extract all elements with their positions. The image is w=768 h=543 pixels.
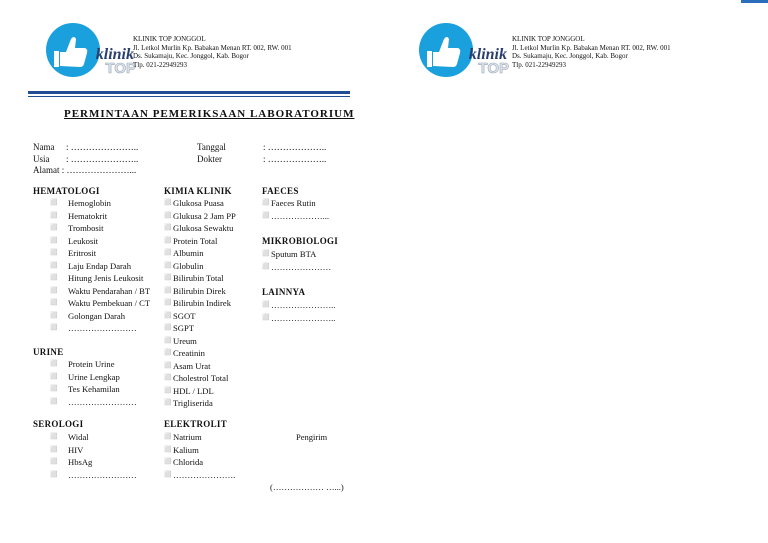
dokter-label: Dokter [197,153,222,164]
checklist-item-label: Kalium [173,444,199,455]
checkbox-icon[interactable]: ⬜ [50,434,58,440]
checkbox-icon[interactable]: ⬜ [164,471,172,478]
patient-fields [33,142,138,177]
page-corner-mark [741,0,768,3]
alamat-value: : …………………... [61,165,137,175]
checklist-item[interactable] [50,431,137,444]
checklist-item-label: Ureum [173,335,197,346]
checkbox-icon[interactable]: ⬜ [50,361,58,367]
checkbox-icon[interactable]: ⬜ [164,434,172,440]
logo-wordmark: klinik [468,46,507,63]
checklist-item-label: …………………… [68,469,137,480]
checklist-item[interactable] [50,235,150,248]
checklist-item-label: ………………….. [271,312,336,323]
svg-text:TOP: TOP [105,60,136,77]
checkbox-icon[interactable]: ⬜ [164,250,172,256]
checkbox-icon[interactable]: ⬜ [164,375,172,381]
checklist-item-label: Waktu Pembekuan / CT [68,298,151,308]
checkbox-icon[interactable]: ⬜ [262,212,270,219]
checklist-item[interactable] [50,322,150,335]
checklist-item[interactable] [50,358,137,371]
checklist-item[interactable] [50,210,150,223]
checkbox-icon[interactable]: ⬜ [50,287,58,294]
checklist-item[interactable] [164,360,236,373]
checklist-item[interactable] [164,235,236,248]
dokter-value: : ……………….. [263,153,327,164]
checkbox-icon[interactable]: ⬜ [50,300,58,306]
checklist-item-label: Glukusa 2 Jam PP [173,210,236,221]
checkbox-icon[interactable]: ⬜ [164,262,172,269]
checkbox-icon[interactable]: ⬜ [50,225,58,231]
checklist-item-label: Trigliserida [173,398,213,408]
checklist-item-label: …………………… [68,396,137,407]
checkbox-icon[interactable]: ⬜ [164,237,172,244]
checklist-item[interactable] [164,210,236,223]
checkbox-icon[interactable]: ⬜ [50,398,58,405]
checklist-item[interactable] [50,456,137,469]
checklist-item-label: ………………... [271,210,330,221]
checklist-item[interactable] [50,444,137,457]
checkbox-icon[interactable]: ⬜ [164,459,172,465]
checklist-item[interactable] [164,197,236,210]
checklist-item[interactable] [164,431,235,444]
checklist-item[interactable] [164,297,236,310]
checklist-item-label: Hemoglobin [68,198,111,208]
checklist-item[interactable] [164,372,236,385]
checklist-item[interactable] [50,310,150,323]
nama-label: Nama [33,142,55,152]
checklist-item[interactable] [164,456,235,469]
checklist-item-label: Trombosit [68,223,104,233]
checklist-item[interactable] [164,444,235,457]
checkbox-icon[interactable]: ⬜ [164,387,172,394]
clinic-address-line1: Jl. Letkol Murlin Kp. Babakan Menan RT. 002, RW. 001 [512,43,671,52]
checkbox-icon[interactable]: ⬜ [164,312,172,319]
serologi-list [50,431,137,481]
checklist-item[interactable] [50,383,137,396]
checkbox-icon[interactable]: ⬜ [262,263,270,270]
checkbox-icon[interactable]: ⬜ [50,312,58,319]
checklist-item-label: Tes Kehamilan [68,384,120,394]
checkbox-icon[interactable]: ⬜ [50,471,58,478]
checklist-item[interactable] [164,310,236,323]
checkbox-icon[interactable]: ⬜ [50,373,58,380]
checklist-item-label: Protein Total [173,235,218,246]
checklist-item-label: SGPT [173,323,195,333]
checkbox-icon[interactable]: ⬜ [164,275,172,281]
checklist-item-label: Urine Lengkap [68,371,120,382]
checklist-item-label: Globulin [173,260,204,271]
visit-fields [197,142,326,165]
clinic-info-left [133,35,292,69]
mikrobiologi-list [262,248,331,273]
faeces-title: FAECES [262,186,299,196]
kimia-klinik-list [164,197,236,410]
checklist-item[interactable] [50,197,150,210]
checkbox-icon[interactable]: ⬜ [50,275,58,281]
checklist-item-label: …………………. [173,469,236,480]
urine-title: URINE [33,347,64,357]
checklist-item[interactable] [262,299,335,312]
lainnya-list [262,299,335,324]
checklist-item-label: Chlorida [173,457,204,467]
checkbox-icon[interactable]: ⬜ [50,237,58,244]
clinic-address-line1: Jl. Letkol Murlin Kp. Babakan Menan RT. 002, RW. 001 [133,43,292,52]
checklist-item-label: Sputum BTA [271,249,317,259]
checklist-item[interactable] [50,297,150,310]
checkbox-icon[interactable]: ⬜ [262,251,270,257]
clinic-logo-left [40,22,136,82]
faeces-list [262,197,329,222]
checkbox-icon[interactable]: ⬜ [262,302,270,308]
checkbox-icon[interactable]: ⬜ [262,314,270,321]
clinic-phone: Tlp. 021-22949293 [512,60,567,69]
checklist-item-label: ………………….. [271,300,336,310]
checklist-item-label: Cholestrol Total [173,373,229,383]
header-rule-thick [28,91,350,94]
checkbox-icon[interactable]: ⬜ [164,337,172,344]
checkbox-icon[interactable]: ⬜ [50,262,58,269]
checkbox-icon[interactable]: ⬜ [164,362,172,369]
checklist-item-label: SGOT [173,310,196,321]
tanggal-label: Tanggal [197,142,226,152]
checklist-item[interactable] [50,247,150,260]
checkbox-icon[interactable]: ⬜ [164,400,172,406]
logo-wordmark: klinik [95,46,134,63]
checkbox-icon[interactable]: ⬜ [164,200,172,206]
alamat-label: Alamat [33,165,60,175]
checkbox-icon[interactable]: ⬜ [50,446,58,453]
checklist-item-label: …………………… [68,323,137,333]
checklist-item[interactable] [50,371,137,384]
checklist-item-label: Golongan Darah [68,310,126,321]
checklist-item-label: Hematokrit [68,210,108,221]
serologi-title: SEROLOGI [33,419,84,429]
clinic-info-right [512,35,671,69]
checklist-item-label: Glukosa Sewaktu [173,223,234,233]
mikrobiologi-title: MIKROBIOLOGI [262,236,339,246]
checklist-item[interactable] [164,247,236,260]
checklist-item-label: Asam Urat [173,360,211,371]
checkbox-icon[interactable]: ⬜ [164,287,172,294]
checklist-item-label: Hitung Jenis Leukosit [68,273,144,283]
checklist-item[interactable] [164,285,236,298]
usia-label: Usia [33,153,50,164]
checkbox-icon[interactable]: ⬜ [164,350,172,356]
checklist-item[interactable] [50,222,150,235]
checklist-item[interactable] [50,260,150,273]
checklist-item[interactable] [164,347,236,360]
tanggal-value: : ……………….. [263,142,327,152]
checklist-item-label: Bilirubin Indirek [173,298,231,308]
checklist-item-label: Albumin [173,248,204,258]
lainnya-title: LAINNYA [262,287,306,297]
checklist-item-label: Waktu Pendarahan / BT [68,285,151,296]
urine-list [50,358,137,408]
pengirim-label: Pengirim [296,432,328,442]
clinic-name: KLINIK TOP JONGGOL [512,35,585,43]
checklist-item[interactable] [262,210,329,223]
checklist-item-label: Creatinin [173,348,205,358]
checklist-item[interactable] [50,469,137,482]
checklist-item[interactable] [164,335,236,348]
clinic-address-line2: Ds. Sukamaju, Kec. Jonggol, Kab. Bogor [512,52,628,61]
nama-value: : ………………….. [66,142,139,152]
clinic-logo-right [413,22,509,82]
elektrolit-list [164,431,235,481]
checklist-item-label: Laju Endap Darah [68,260,131,271]
checklist-item[interactable] [164,385,236,398]
checkbox-icon[interactable]: ⬜ [50,250,58,256]
svg-text:TOP: TOP [478,60,509,77]
checklist-item-label: Faeces Rutin [271,198,316,208]
checklist-item[interactable] [262,197,329,210]
checklist-item[interactable] [262,261,331,274]
checklist-item-label: Protein Urine [68,359,115,369]
checkbox-icon[interactable]: ⬜ [50,325,58,331]
checkbox-icon[interactable]: ⬜ [50,459,58,465]
checklist-item[interactable] [50,396,137,409]
hematologi-title: HEMATOLOGI [33,186,100,196]
checklist-item[interactable] [164,272,236,285]
clinic-address-line2: Ds. Sukamaju, Kec. Jonggol, Kab. Bogor [133,52,249,61]
form-title: PERMINTAAN PEMERIKSAAN LABORATORIUM [64,108,355,120]
checkbox-icon[interactable]: ⬜ [262,200,270,206]
checklist-item-label: Natrium [173,432,202,442]
checkbox-icon[interactable]: ⬜ [164,225,172,231]
pengirim-signature-line: (……………… …...) [270,482,344,492]
checklist-item-label: Glukosa Puasa [173,198,224,208]
checkbox-icon[interactable]: ⬜ [164,212,172,219]
checklist-item-label: Widal [68,432,89,442]
elektrolit-title: ELEKTROLIT [164,419,228,429]
hematologi-list [50,197,150,335]
checkbox-icon[interactable]: ⬜ [50,212,58,219]
checklist-item-label: HIV [68,444,84,455]
checklist-item[interactable] [164,222,236,235]
checklist-item-label: HbsAg [68,457,93,467]
checklist-item[interactable] [164,260,236,273]
checklist-item-label: Bilirubin Direk [173,285,226,296]
kimia-klinik-title: KIMIA KLINIK [164,186,232,196]
header-rule-thin [28,96,350,97]
checklist-item-label: Leukosit [68,235,99,246]
checklist-item[interactable] [164,397,236,410]
checklist-item-label: ………………… [271,261,332,272]
checklist-item[interactable] [262,312,335,325]
usia-value: : ………………….. [66,153,139,164]
clinic-phone: Tlp. 021-22949293 [133,60,188,69]
clinic-name: KLINIK TOP JONGGOL [133,35,206,43]
checklist-item[interactable] [262,248,331,261]
checklist-item[interactable] [50,272,150,285]
checklist-item[interactable] [50,285,150,298]
checklist-item-label: HDL / LDL [173,385,214,396]
checklist-item[interactable] [164,469,235,482]
checkbox-icon[interactable]: ⬜ [50,386,58,392]
checkbox-icon[interactable]: ⬜ [164,325,172,331]
checklist-item-label: Eritrosit [68,248,97,258]
checkbox-icon[interactable]: ⬜ [164,300,172,306]
checklist-item-label: Bilirubin Total [173,273,224,283]
checkbox-icon[interactable]: ⬜ [164,446,172,453]
checklist-item[interactable] [164,322,236,335]
checkbox-icon[interactable]: ⬜ [50,200,58,206]
